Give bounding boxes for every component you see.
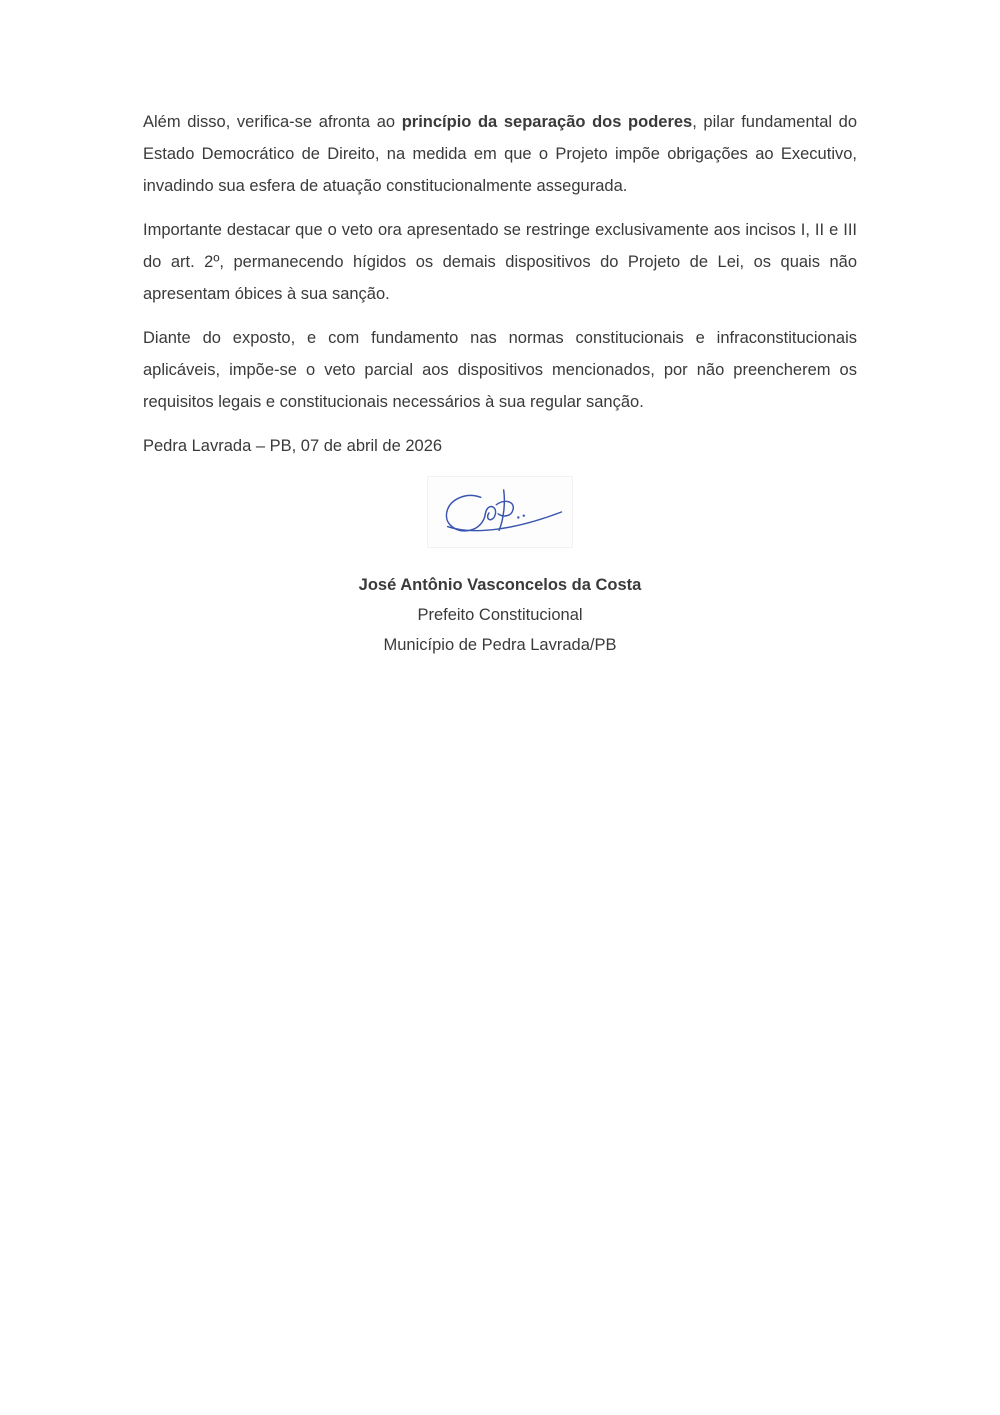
signature-image <box>427 476 573 548</box>
paragraph-separation-of-powers <box>143 106 857 202</box>
signer-name: José Antônio Vasconcelos da Costa <box>358 576 642 594</box>
paragraph-1-bold-phrase: princípio da separação dos poderes <box>401 113 693 131</box>
signer-title: Prefeito Constitucional <box>417 606 583 624</box>
paragraph-1-text-end: , pilar fundamental do Estado Democrático de Direito, na medida em que o Projeto impõe obrigações ao Executivo, invadindo sua esfera de atuação constitucionalmente assegurada. <box>143 113 858 195</box>
date-line: Pedra Lavrada – PB, 07 de abril de 2026 <box>143 437 443 455</box>
signature-block <box>143 476 857 660</box>
signer-municipality: Município de Pedra Lavrada/PB <box>383 636 617 654</box>
signature-ink-icon <box>430 479 570 545</box>
paragraph-conclusion: Diante do exposto, e com fundamento nas normas constitucionais e infraconstitucionais aplicáveis, impõe-se o veto parcial aos dispositivos mencionados, por não preencherem os requisitos legais e constitucionais necessários à sua regular sanção. <box>143 329 857 411</box>
paragraph-1-text-start: Além disso, verifica-se afronta ao <box>143 113 402 131</box>
paragraph-veto-scope: Importante destacar que o veto ora apresentado se restringe exclusivamente aos incisos I, II e III do art. 2º, permanecendo hígidos os demais dispositivos do Projeto de Lei, os quais não apresentam óbices à sua sanção. <box>143 221 857 303</box>
